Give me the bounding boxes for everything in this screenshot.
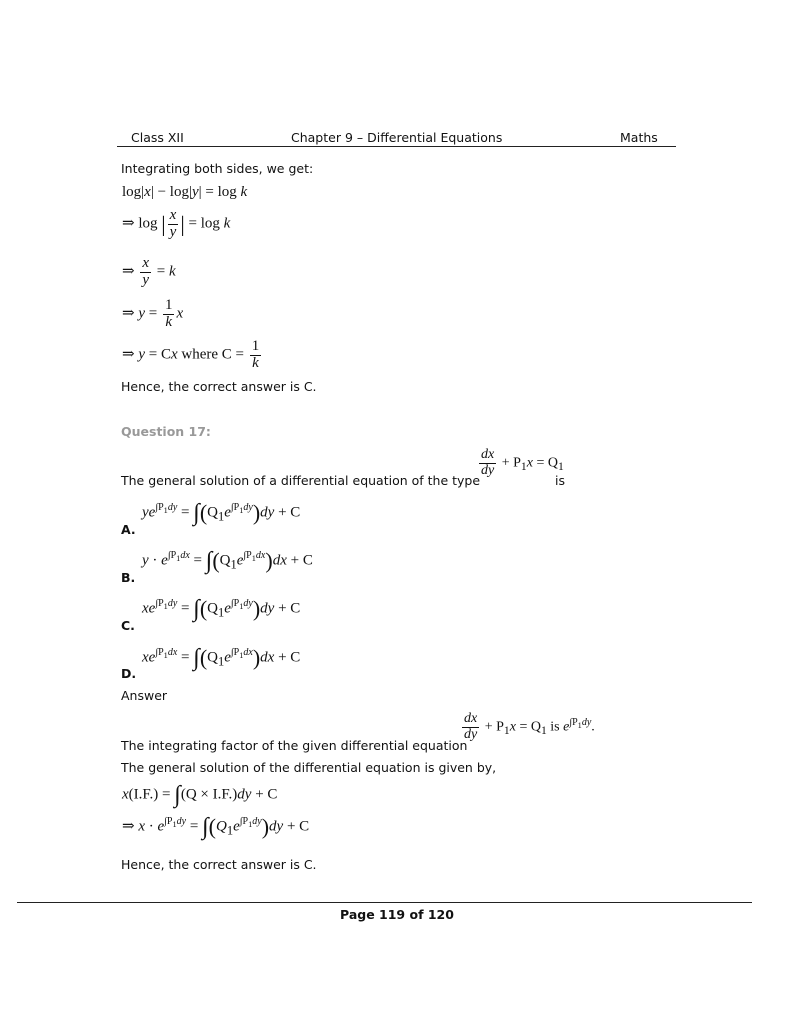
option-c-equation: $xe^{\int P_1dy} = \int(Q_1e^{\int P_1dy})dy + C$ [142,596,301,622]
option-d-equation: $xe^{\int P_1dx} = \int(Q_1e^{\int P_1dx})dx + C$ [142,645,301,671]
equation-2: ⇒ log | $\frac{x}{y}$ | = log k [122,207,231,240]
equation-3: ⇒ $\frac{x}{y}$ = k [122,255,176,288]
header-chapter: Chapter 9 – Differential Equations [291,130,503,145]
answer-label: Answer [121,688,168,703]
conclusion-1: Hence, the correct answer is C. [121,379,317,394]
option-a-label: A. [121,522,136,537]
header-rule [117,146,676,147]
question-equation: $\frac{dx}{dy}$ + $P_1x = Q_1$ [481,447,564,478]
option-d-label: D. [121,666,137,681]
intro-text: Integrating both sides, we get: [121,161,314,176]
equation-1: log|x| − log|y| = log k [122,184,248,200]
header-class: Class XII [131,130,184,145]
if-is: is [550,719,560,735]
header-subject: Maths [620,130,658,145]
footer-rule [17,902,752,903]
question-is: is [555,473,565,488]
option-a-equation: $ye^{\int P_1dy} = \int(Q_1e^{\int P_1dy})dy + C$ [142,500,301,526]
conclusion-2: Hence, the correct answer is C. [121,857,317,872]
equation-if: x(I.F.) = ∫(Q × I.F.)dy + C [122,782,278,808]
if-text: The integrating factor of the given differential equation [121,738,468,753]
option-b-label: B. [121,570,136,585]
option-b-equation: $y \cdot e^{\int P_1dx} = \int(Q_1e^{\int P_1dx})dx + C$ [142,548,313,574]
option-c-label: C. [121,618,135,633]
equation-5: ⇒ y = Cx where C = $\frac{1}{k}$ [122,338,260,371]
question-text: The general solution of a differential equation of the type [121,473,481,488]
equation-4: ⇒ y = $\frac{1}{k}$ x [122,297,184,330]
question-title: Question 17: [121,424,211,439]
equation-solution: ⇒ $x \cdot e^{\int P_1dy} = \int(Q_1e^{\int P_1dy})dy + C$ [122,814,310,840]
general-text: The general solution of the differential equation is given by, [121,760,497,775]
page-number: Page 119 of 120 [340,907,454,922]
if-equation: $\frac{dx}{dy}$ + $P_1x = Q_1$ is $e^{\int P_1dy}$. [464,711,595,742]
